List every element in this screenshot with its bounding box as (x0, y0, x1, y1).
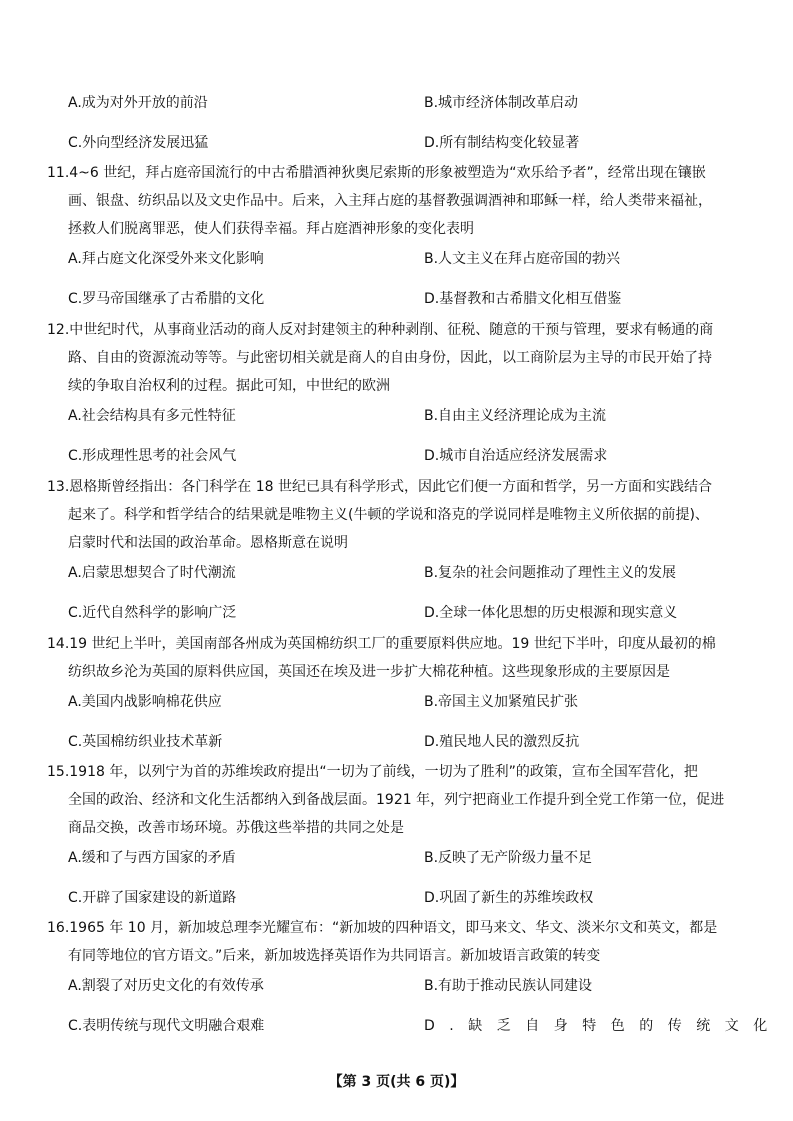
q16-option-a: A.割裂了对历史文化的有效传承 (68, 978, 264, 994)
q10-option-a: A.成为对外开放的前沿 (68, 95, 208, 111)
q15-option-a: A.缓和了与西方国家的矛盾 (68, 850, 236, 866)
q11-option-c: C.罗马帝国继承了古希腊的文化 (68, 291, 265, 307)
q12-stem-line-3: 续的争取自治权利的过程。据此可知，中世纪的欧洲 (68, 378, 390, 394)
q12-option-c: C.形成理性思考的社会风气 (68, 448, 237, 464)
q11-option-b: B.人文主义在拜占庭帝国的勃兴 (424, 251, 621, 267)
q14-option-d: D.殖民地人民的激烈反抗 (424, 734, 580, 750)
q10-option-c: C.外向型经济发展迅猛 (68, 135, 209, 151)
q14-option-c: C.英国棉纺织业技术革新 (68, 734, 223, 750)
q16-option-d: D.缺乏自身特色的传统文化 (424, 1018, 782, 1034)
q15-option-c: C.开辟了国家建设的新道路 (68, 890, 237, 906)
q12-option-a: A.社会结构具有多元性特征 (68, 408, 236, 424)
q12-stem-line-1: 12.中世纪时代，从事商业活动的商人反对封建领主的种种剥削、征税、随意的干预与管理，要求有畅通的商 (47, 322, 714, 338)
q13-option-b: B.复杂的社会问题推动了理性主义的发展 (424, 565, 677, 581)
q16-stem-line-2: 有同等地位的官方语文。”后来，新加坡选择英语作为共同语言。新加坡语言政策的转变 (68, 948, 601, 964)
q13-option-a: A.启蒙思想契合了时代潮流 (68, 565, 236, 581)
q15-stem-line-1: 15.1918 年，以列宁为首的苏维埃政府提出“一切为了前线，一切为了胜利”的政策，宣布全国军营化，把 (47, 764, 698, 780)
q10-option-b: B.城市经济体制改革启动 (424, 95, 579, 111)
q11-stem-line-1: 11.4~6 世纪，拜占庭帝国流行的中古希腊酒神狄奥尼索斯的形象被塑造为“欢乐给予者”，经常出现在镶嵌 (47, 165, 706, 181)
q12-stem-line-2: 路、自由的资源流动等等。与此密切相关就是商人的自由身份，因此，以工商阶层为主导的市民开始了持 (68, 350, 712, 366)
q11-option-a: A.拜占庭文化深受外来文化影响 (68, 251, 264, 267)
q10-option-d: D.所有制结构变化较显著 (424, 135, 580, 151)
q13-option-d: D.全球一体化思想的历史根源和现实意义 (424, 605, 678, 621)
q13-stem-line-1: 13.恩格斯曾经指出：各门科学在 18 世纪已具有科学形式，因此它们便一方面和哲学，另一方面和实践结合 (47, 479, 712, 495)
q14-option-b: B.帝国主义加紧殖民扩张 (424, 694, 579, 710)
q11-option-d: D.基督教和古希腊文化相互借鉴 (424, 291, 622, 307)
q15-option-b: B.反映了无产阶级力量不足 (424, 850, 593, 866)
q12-option-b: B.自由主义经济理论成为主流 (424, 408, 607, 424)
q13-stem-line-3: 启蒙时代和法国的政治革命。恩格斯意在说明 (68, 535, 348, 551)
q15-stem-line-2: 全国的政治、经济和文化生活都纳入到备战层面。1921 年，列宁把商业工作提升到全党工作第一位，促进 (68, 792, 725, 808)
q15-stem-line-3: 商品交换，改善市场环境。苏俄这些举措的共同之处是 (68, 820, 404, 836)
q14-stem-line-1: 14.19 世纪上半叶，美国南部各州成为英国棉纺织工厂的重要原料供应地。19 世纪下半叶，印度从最初的棉 (47, 636, 716, 652)
q16-option-c: C.表明传统与现代文明融合艰难 (68, 1018, 265, 1034)
q14-option-a: A.美国内战影响棉花供应 (68, 694, 222, 710)
q12-option-d: D.城市自治适应经济发展需求 (424, 448, 608, 464)
page-number-footer: 【第 3 页(共 6 页)】 (328, 1074, 465, 1090)
q13-stem-line-2: 起来了。科学和哲学结合的结果就是唯物主义(牛顿的学说和洛克的学说同样是唯物主义所依据的前提)、 (68, 507, 709, 523)
q16-stem-line-1: 16.1965 年 10 月，新加坡总理李光耀宣布：“新加坡的四种语文，即马来文、华文、淡米尔文和英文，都是 (47, 920, 718, 936)
q14-stem-line-2: 纺织故乡沦为英国的原料供应国，英国还在埃及进一步扩大棉花种植。这些现象形成的主要原因是 (68, 664, 670, 680)
q13-option-c: C.近代自然科学的影响广泛 (68, 605, 237, 621)
q11-stem-line-3: 拯救人们脱离罪恶，使人们获得幸福。拜占庭酒神形象的变化表明 (68, 221, 474, 237)
q15-option-d: D.巩固了新生的苏维埃政权 (424, 890, 594, 906)
q11-stem-line-2: 画、银盘、纺织品以及文史作品中。后来，入主拜占庭的基督教强调酒神和耶稣一样，给人类带来福祉， (68, 193, 712, 209)
q16-option-b: B.有助于推动民族认同建设 (424, 978, 593, 994)
